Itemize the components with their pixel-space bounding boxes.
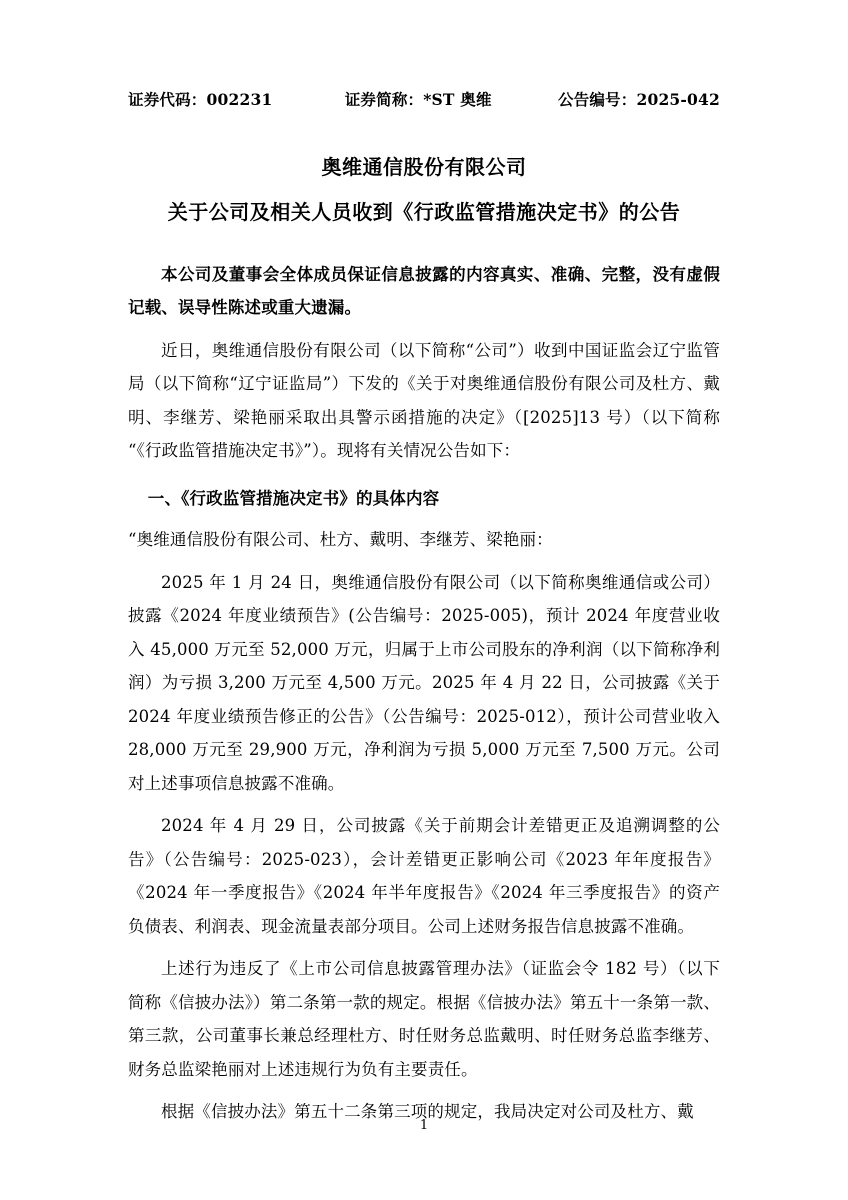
document-content [128,88,720,1138]
document-header-row [128,88,720,110]
page-title: 关于公司及相关人员收到《行政监管措施决定书》的公告 [167,200,681,224]
security-code-label: 证券代码： [128,90,207,109]
paragraph-violation: 上述行为违反了《上市公司信息披露管理办法》（证监会令 182 号）（以下简称《信披办法》）第二条第一款的规定。根据《信披办法》第五十一条第一款、第三款，公司董事长兼总经理杜方、时任财务总监戴明、时任财务总监李继芳、财务总监梁艳丽对上述违规行为负有主要责任。 [128,959,720,1079]
announcement-number [558,88,720,110]
paragraph-accounting-correction: 2024 年 4 月 29 日，公司披露《关于前期会计差错更正及追溯调整的公告》（公告编号：2025-023），会计差错更正影响公司《2023 年年度报告》《2024 年一季度报告》《2024 年半年度报告》《2024 年三季度报告》的资产负债表、利润表、现金流量表部分项目。公司上述财务报告信息披露不准确。 [128,816,720,936]
quote-addressees: “奥维通信股份有限公司、杜方、戴明、李继芳、梁艳丽： [128,530,553,550]
company-name-title: 奥维通信股份有限公司 [321,155,527,179]
security-code [128,88,272,110]
security-code-value: 002231 [206,90,273,109]
paragraph-performance-forecast: 2025 年 1 月 24 日，奥维通信股份有限公司（以下简称奥维通信或公司）披露《2024 年度业绩预告》(公告编号：2025-005)，预计 2024 年度营业收入 45,000 万元至 52,000 万元，归属于上市公司股东的净利润（以下简称净利润）为亏损 3,200 万元至 4,500 万元。2025 年 4 月 22 日，公司披露《关于 2024 年度业绩预告修正的公告》（公告编号：2025-012），预计公司营业收入 28,000 万元至 29,900 万元，净利润为亏损 5,000 万元至 7,500 万元。公司对上述事项信息披露不准确。 [128,572,720,793]
security-abbr-label: 证券简称： [344,90,424,109]
paragraph-decision: 根据《信披办法》第五十二条第三项的规定，我局决定对公司及杜方、戴 [161,1102,694,1122]
title-block [128,152,720,228]
security-abbreviation [345,88,492,110]
section-heading-one: 一、《行政监管措施决定书》的具体内容 [147,488,440,508]
intro-paragraph: 近日，奥维通信股份有限公司（以下简称“公司”）收到中国证监会辽宁监管局（以下简称“辽宁证监局”）下发的《关于对奥维通信股份有限公司及杜方、戴明、李继芳、梁艳丽采取出具警示函措施的决定》（[2025]13 号）（以下简称“《行政监管措施决定书》”）。现将有关情况公告如下： [128,340,720,461]
announcement-no-value: 2025-042 [636,90,720,109]
page-number: 1 [419,1118,429,1133]
disclaimer-statement: 本公司及董事会全体成员保证信息披露的内容真实、准确、完整，没有虚假记载、误导性陈述或重大遗漏。 [128,265,720,318]
security-abbr-value: *ST 奥维 [423,90,492,109]
announcement-no-label: 公告编号： [557,90,637,109]
